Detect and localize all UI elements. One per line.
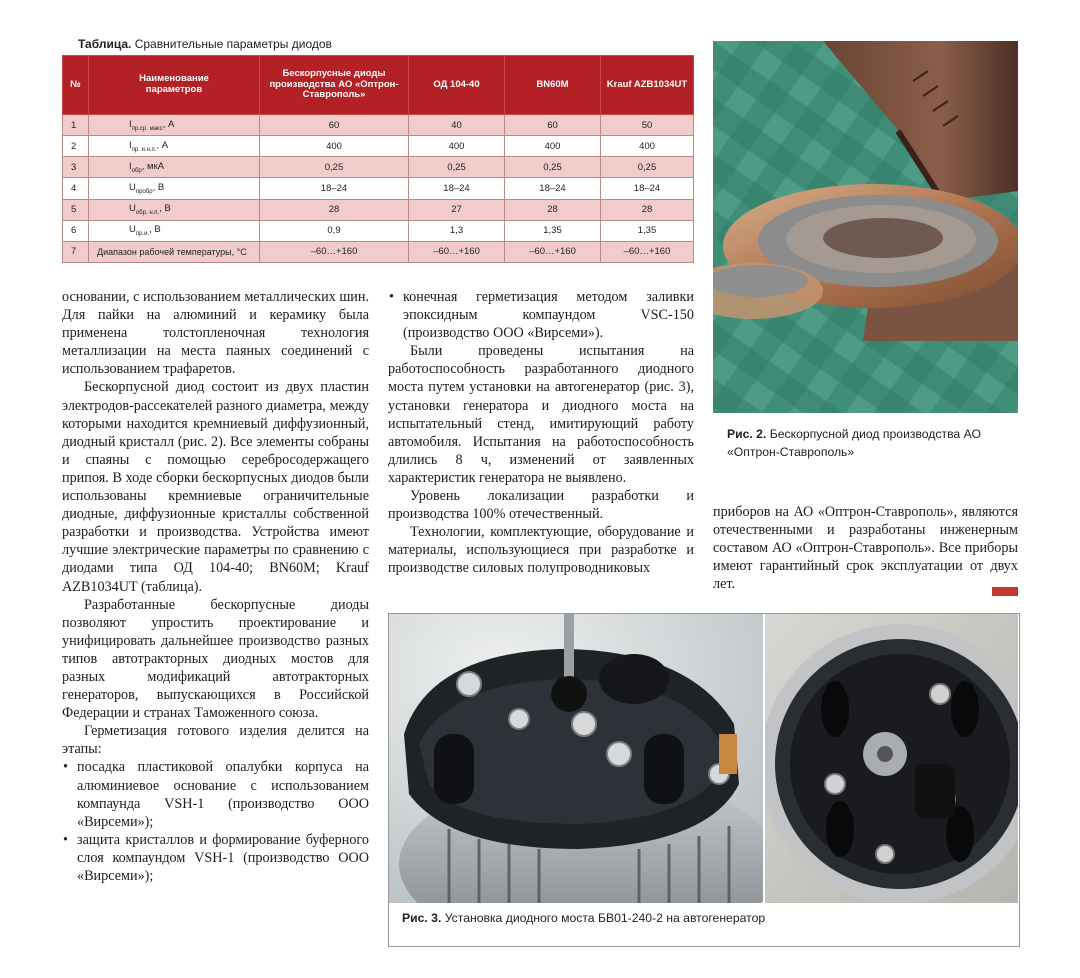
header-cell: №	[63, 56, 89, 115]
paragraph: Герметизация готового изделия делится на этапы:	[62, 723, 369, 758]
header-cell: Бескорпусные диоды производства АО «Оптрон-Ставрополь»	[260, 56, 409, 115]
table-cell: 400	[409, 136, 505, 157]
paragraph: Были проведены испытания на работоспособность разработанного диодного моста путем установки на автогенератор (рис. 3), установки генератора и диодного моста на испытательный стенд, имитирующий работу автомобиля. Испытания на работоспособность длились 8 ч, изменений от заявленных характеристик генератора не выявлено.	[388, 343, 694, 486]
text-column-right	[713, 503, 1018, 593]
table-row	[63, 178, 694, 199]
param-name: $U_{пробр}$, В	[89, 178, 260, 199]
param-name: $I_{пр.ср. макс}$, А	[89, 115, 260, 136]
row-number: 1	[63, 115, 89, 136]
row-number: 3	[63, 157, 89, 178]
header-cell: ОД 104-40	[409, 56, 505, 115]
row-number: 6	[63, 220, 89, 241]
table-cell: 1,35	[505, 220, 601, 241]
paragraph: Бескорпусной диод состоит из двух пластин электродов-рассекателей разного диаметра, между которыми находится кремниевый диффузионный, диодный кристалл (рис. 2). Все элементы собраны и спаяны с помощью серебросодержащего припоя. В ходе сборки бескорпусных диодов были использованы кремниевые ограничительные диодные, диффузионные кристаллы собственной разработки и производства. Устройства имеют лучшие электрические параметры по сравнению с диодами типа ОД 104-40; BN60M; Krauf AZB1034UT (таблица).	[62, 379, 369, 595]
text-column-left	[62, 288, 369, 885]
table-header-row	[63, 56, 694, 115]
row-number: 5	[63, 199, 89, 220]
table-cell: 40	[409, 115, 505, 136]
paragraph: основании, с использованием металлических шин. Для пайки на алюминий и керамику была применена толстопленочная технология металлизации на места паяных соединений с использованием трафаретов.	[62, 289, 370, 378]
paragraph: Разработанные бескорпусные диоды позволяют упростить проектирование и унифицировать дальнейшее производство разных типов автотракторных диодных мостов для разных модификаций автотракторных генераторов, выпускающихся в Российской Федерации и странах Таможенного союза.	[62, 596, 369, 722]
param-name: Диапазон рабочей температуры, °С	[89, 241, 260, 262]
list-item: • конечная герметизация методом заливки эпоксидным компаундом VSC-150 (производство ООО «Вирсеми»).	[388, 288, 694, 342]
header-cell: Наименование параметров	[89, 56, 260, 115]
table-cell: 0,25	[260, 157, 409, 178]
table-cell: 400	[505, 136, 601, 157]
bullet-list	[62, 758, 369, 885]
table-row	[63, 199, 694, 220]
table-row	[63, 220, 694, 241]
paragraph: приборов на АО «Оптрон-Ставрополь», являются отечественными и разработаны инженерным составом АО «Оптрон-Ставрополь». Все приборы имеют гарантийный срок эксплуатации от двух лет.	[713, 504, 1018, 593]
table-cell: 28	[260, 199, 409, 220]
header-cell: BN60M	[505, 56, 601, 115]
table-cell: 1,3	[409, 220, 505, 241]
figure-2-caption-text: Бескорпусной диод производства АО «Оптрон-Ставрополь»	[727, 427, 981, 459]
paragraph: Уровень локализации разработки и производства 100% отечественный.	[388, 488, 694, 523]
table-cell: 50	[601, 115, 694, 136]
table-caption	[78, 37, 332, 51]
param-name: $U_{обр. н.п.}$, В	[89, 199, 260, 220]
list-item: • посадка пластиковой опалубки корпуса на алюминиевое основание с использованием компаунда VSH-1 (производство ООО «Вирсеми»);	[62, 758, 369, 830]
table-cell: –60…+160	[260, 241, 409, 262]
table-cell: 27	[409, 199, 505, 220]
figure-3-photo-right	[765, 614, 1018, 903]
table-row	[63, 241, 694, 262]
table-cell: 18–24	[505, 178, 601, 199]
table-row	[63, 157, 694, 178]
paragraph: Технологии, комплектующие, оборудование и материалы, использующиеся при разработке и производстве силовых полупроводниковых	[388, 524, 694, 577]
figure-2-label: Рис. 2.	[727, 427, 767, 441]
table-cell: –60…+160	[505, 241, 601, 262]
table-cell: 0,25	[505, 157, 601, 178]
table-row	[63, 115, 694, 136]
table-cell: 1,35	[601, 220, 694, 241]
param-name: $U_{пр.и.}$, В	[89, 220, 260, 241]
row-number: 4	[63, 178, 89, 199]
table-cell: 60	[260, 115, 409, 136]
table-cell: 400	[260, 136, 409, 157]
table-cell: 400	[601, 136, 694, 157]
figure-3-caption-text: Установка диодного моста БВ01-240-2 на автогенератор	[444, 911, 766, 925]
table-cell: 0,9	[260, 220, 409, 241]
table-cell: 60	[505, 115, 601, 136]
figure-2-photo	[713, 41, 1018, 413]
param-name: $I_{обр}$, мкА	[89, 157, 260, 178]
article-end-mark	[992, 587, 1018, 596]
table-cell: –60…+160	[409, 241, 505, 262]
table-cell: 28	[601, 199, 694, 220]
row-number: 7	[63, 241, 89, 262]
row-number: 2	[63, 136, 89, 157]
figure-3-label: Рис. 3.	[402, 911, 442, 925]
header-cell: Krauf AZB1034UT	[601, 56, 694, 115]
table-cell: 18–24	[409, 178, 505, 199]
figure-2-caption	[727, 425, 1017, 461]
params-table	[62, 55, 694, 263]
param-name: $I_{пр. и.н.п.}$, А	[89, 136, 260, 157]
table-cell: 28	[505, 199, 601, 220]
figure-3-photo-left	[389, 614, 763, 903]
table-caption-label: Таблица.	[78, 37, 132, 51]
figure-3-caption	[402, 911, 765, 925]
table-row	[63, 136, 694, 157]
bullet-list	[388, 288, 694, 342]
table-cell: 18–24	[601, 178, 694, 199]
text-column-middle	[388, 288, 694, 578]
table-cell: 0,25	[601, 157, 694, 178]
table-cell: –60…+160	[601, 241, 694, 262]
table-caption-text: Сравнительные параметры диодов	[134, 37, 332, 51]
table-cell: 0,25	[409, 157, 505, 178]
list-item: • защита кристаллов и формирование буферного слоя компаундом VSH-1 (производство ООО «Вирсеми»);	[62, 831, 369, 885]
table-cell: 18–24	[260, 178, 409, 199]
